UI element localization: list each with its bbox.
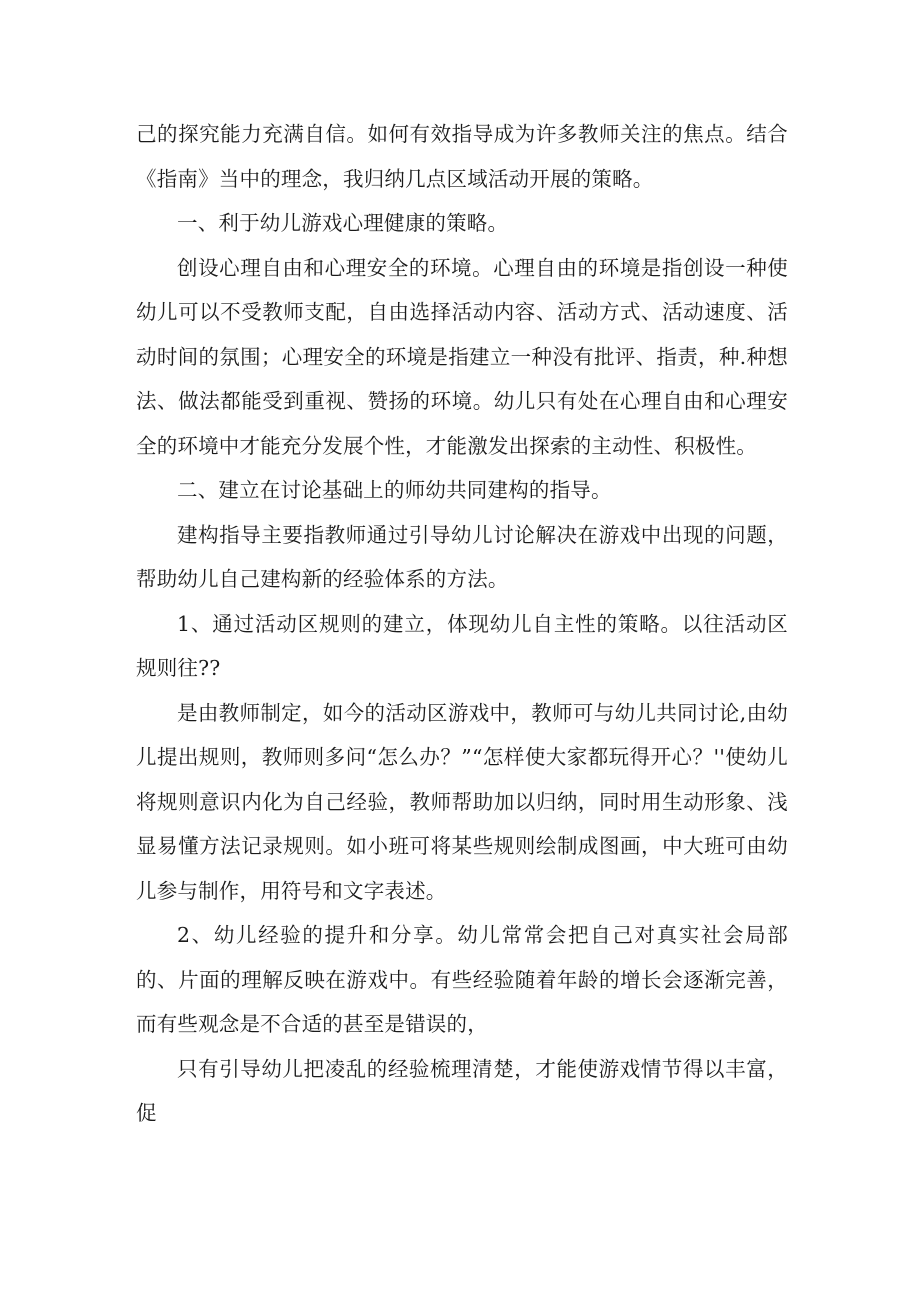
heading-section-2: 二、建立在讨论基础上的师幼共同建构的指导。	[177, 478, 612, 502]
paragraph-3: 建构指导主要指教师通过引导幼儿讨论解决在游戏中出现的问题，帮助幼儿自己建构新的经验体系的方法。	[136, 522, 788, 591]
paragraph-1: 己的探究能力充满自信。如何有效指导成为许多教师关注的焦点。结合《指南》当中的理念，我归纳几点区域活动开展的策略。	[136, 122, 788, 191]
document-body	[136, 112, 788, 1136]
paragraph-7: 只有引导幼儿把凌乱的经验梳理清楚，才能使游戏情节得以丰富，促	[136, 1056, 788, 1125]
paragraph-4: 1、通过活动区规则的建立，体现幼儿自主性的策略。以往活动区规则往??	[136, 611, 788, 680]
paragraph-2: 创设心理自由和心理安全的环境。心理自由的环境是指创设一种使幼儿可以不受教师支配，自由选择活动内容、活动方式、活动速度、活动时间的氛围；心理安全的环境是指建立一种没有批评、指责，种.种想法、做法都能受到重视、赞扬的环境。幼儿只有处在心理自由和心理安全的环境中才能充分发展个性，才能激发出探索的主动性、积极性。	[136, 255, 788, 458]
paragraph-6: 2、幼儿经验的提升和分享。幼儿常常会把自己对真实社会局部的、片面的理解反映在游戏中。有些经验随着年龄的增长会逐渐完善，而有些观念是不合适的甚至是错误的，	[136, 923, 788, 1036]
paragraph-5: 是由教师制定，如今的活动区游戏中，教师可与幼儿共同讨论,由幼儿提出规则，教师则多问“怎么办？”“怎样使大家都玩得开心？''使幼儿将规则意识内化为自己经验，教师帮助加以归纳，同时用生动形象、浅显易懂方法记录规则。如小班可将某些规则绘制成图画，中大班可由幼儿参与制作，用符号和文字表述。	[136, 700, 788, 903]
heading-section-1: 一、利于幼儿游戏心理健康的策略。	[177, 211, 509, 235]
